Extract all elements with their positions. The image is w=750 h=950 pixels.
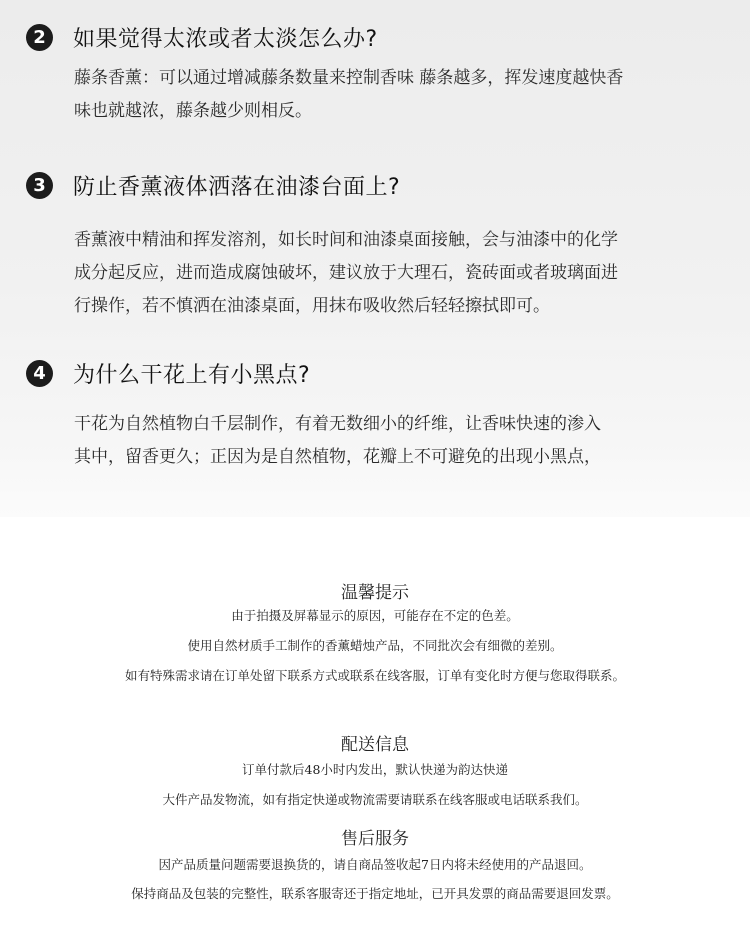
- answer-line: 藤条香薰：可以通过增减藤条数量来控制香味 藤条越多，挥发速度越快香: [74, 68, 624, 88]
- faq-question-2: [26, 22, 378, 53]
- number-badge-3: 3: [26, 172, 53, 199]
- answer-line: 成分起反应，进而造成腐蚀破坏，建议放于大理石，瓷砖面或者玻璃面进: [74, 263, 618, 283]
- number-badge-2: 2: [26, 24, 53, 51]
- faq-question-3: [26, 170, 400, 201]
- question-title-4: 为什么干花上有小黑点?: [73, 363, 311, 388]
- tips-line: 如有特殊需求请在订单处留下联系方式或联系在线客服，订单有变化时方便与您取得联系。: [124, 668, 625, 683]
- aftersale-line: 因产品质量问题需要退换货的，请自商品签收起7日内将未经使用的产品退回。: [158, 857, 592, 872]
- answer-line: 行操作，若不慎洒在油漆桌面，用抹布吸收然后轻轻擦拭即可。: [74, 296, 550, 316]
- delivery-heading: 配送信息: [341, 735, 409, 755]
- answer-line: 其中，留香更久；正因为是自然植物，花瓣上不可避免的出现小黑点，: [74, 447, 601, 467]
- delivery-line: 大件产品发物流，如有指定快递或物流需要请联系在线客服或电话联系我们。: [162, 792, 588, 807]
- tips-line: 使用自然材质手工制作的香薰蜡烛产品，不同批次会有细微的差别。: [187, 638, 563, 653]
- aftersale-heading: 售后服务: [341, 829, 409, 849]
- tips-heading: 温馨提示: [341, 583, 409, 603]
- answer-2: [74, 62, 724, 128]
- question-title-3: 防止香薰液体洒落在油漆台面上?: [73, 175, 401, 200]
- answer-line: 干花为自然植物白千层制作，有着无数细小的纤维，让香味快速的渗入: [74, 414, 601, 434]
- delivery-line: 订单付款后48小时内发出，默认快递为韵达快递: [242, 762, 508, 777]
- answer-4: [74, 408, 724, 474]
- answer-3: [74, 224, 724, 323]
- number-badge-4: 4: [26, 360, 53, 387]
- faq-question-4: [26, 358, 310, 389]
- aftersale-line: 保持商品及包装的完整性，联系客服寄还于指定地址，已开具发票的商品需要退回发票。: [131, 886, 619, 901]
- question-title-2: 如果觉得太浓或者太淡怎么办?: [73, 27, 378, 52]
- answer-line: 香薰液中精油和挥发溶剂，如长时间和油漆桌面接触，会与油漆中的化学: [74, 230, 618, 250]
- tips-line: 由于拍摄及屏幕显示的原因，可能存在不定的色差。: [231, 608, 519, 623]
- answer-line: 味也就越浓，藤条越少则相反。: [74, 101, 312, 121]
